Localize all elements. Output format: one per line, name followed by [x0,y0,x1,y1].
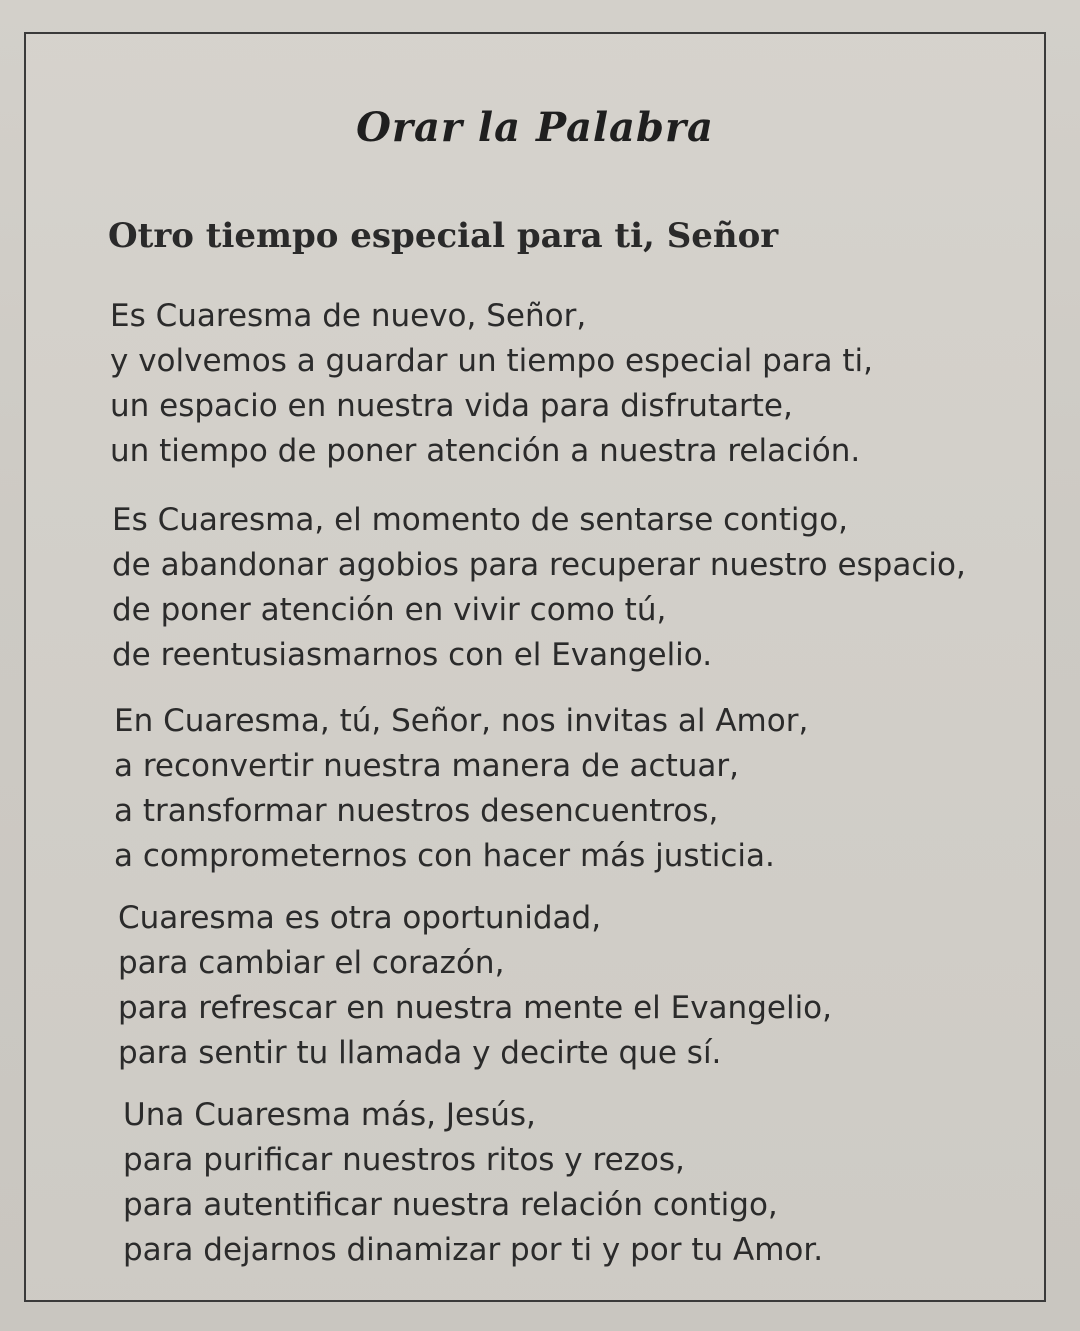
verse-line: de abandonar agobios para recuperar nuestro espacio, [112,547,966,583]
verse-line: Una Cuaresma más, Jesús, [123,1097,536,1133]
prayer-title: Otro tiempo especial para ti, Señor [108,216,779,256]
verse-line: para refrescar en nuestra mente el Evangelio, [118,990,832,1026]
verse-line: a comprometernos con hacer más justicia. [114,838,775,874]
verse-line: un espacio en nuestra vida para disfrutarte, [110,388,793,424]
prayer-box [24,32,1046,1302]
stanza-4 [118,896,1018,1076]
verse-line: para purificar nuestros ritos y rezos, [123,1142,685,1178]
verse-line: Cuaresma es otra oportunidad, [118,900,602,936]
stanza-1 [110,294,1010,474]
verse-line: Es Cuaresma, el momento de sentarse contigo, [112,502,849,538]
verse-line: para autentificar nuestra relación contigo, [123,1187,778,1223]
verse-line: para cambiar el corazón, [118,945,505,981]
verse-line: a reconvertir nuestra manera de actuar, [114,748,739,784]
stanza-2 [112,498,1012,678]
verse-line: Es Cuaresma de nuevo, Señor, [110,298,587,334]
stanza-3 [114,699,1014,879]
stanza-5 [123,1093,1023,1273]
verse-line: En Cuaresma, tú, Señor, nos invitas al Amor, [114,703,809,739]
verse-line: para sentir tu llamada y decirte que sí. [118,1035,722,1071]
verse-line: de poner atención en vivir como tú, [112,592,667,628]
verse-line: para dejarnos dinamizar por ti y por tu Amor. [123,1232,824,1268]
verse-line: un tiempo de poner atención a nuestra relación. [110,433,861,469]
verse-line: de reentusiasmarnos con el Evangelio. [112,637,713,673]
verse-line: y volvemos a guardar un tiempo especial para ti, [110,343,874,379]
verse-line: a transformar nuestros desencuentros, [114,793,719,829]
section-title: Orar la Palabra [356,104,714,151]
